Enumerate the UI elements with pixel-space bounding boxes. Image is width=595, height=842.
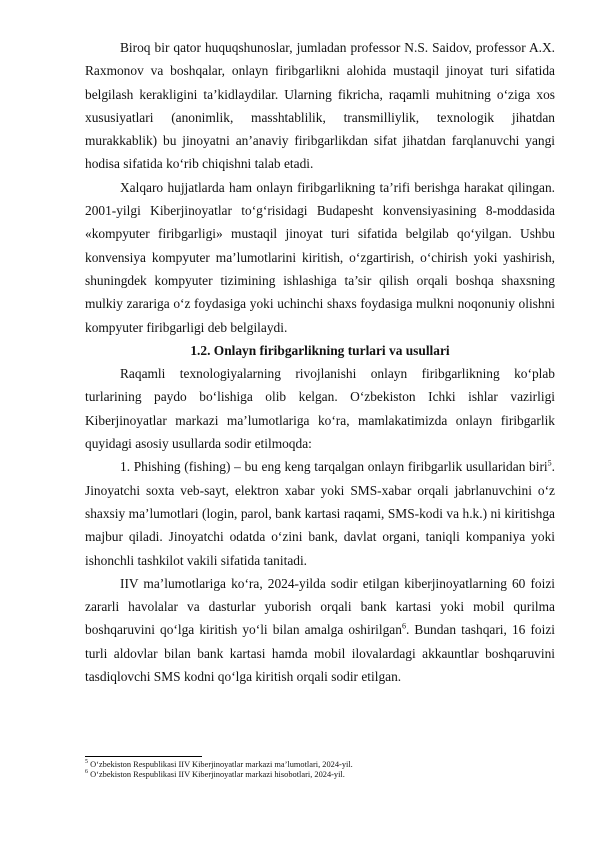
paragraph-legal-scholars: Biroq bir qator huquqshunoslar, jumladan professor N.S. Saidov, professor A.X. Raxmonov va boshqalar, onlayn firibgarlikni alohida mustaqil jinoyat turi sifatida belgilash kerakligini ta’kidlaydilar. Ularning fikricha, raqamli muhitning o‘ziga xos xususiyatlari (anonimlik, masshtablilik, transmilliylik, texnologik jihatdan murakkablik) bu jinoyatni an’anaviy firibgarlikdan sifat jihatdan farqlanuvchi yangi hodisa sifatida ko‘rib chiqishni talab etadi. bbox=[85, 40, 555, 172]
statistics-text-end: . Bundan tashqari, 16 foizi turli aldovlar bilan bank kartasi hamda mobil ilovalardagi akkauntlar boshqaruvini tasdiqlovchi SMS kodni qo‘lga kiritish orqali sodir etilgan. bbox=[85, 622, 555, 685]
paragraph-international-documents: Xalqaro hujjatlarda ham onlayn firibgarlikning ta’rifi berishga harakat qilingan. 2001-yilgi Kiberjinoyatlar to‘g‘risidagi Budapesht konvensiyasining 8-moddasida «kompyuter firibgarligi» mustaqil jinoyat turi sifatida belgilab qo‘yilgan. Ushbu konvensiya kompyuter ma’lumotlarini kiritish, o‘zgartirish, o‘chirish yoki yashirish, shuningdek kompyuter tizimining ishlashiga ta’sir qilish orqali boshqa shaxsning mulkiy zarariga o‘z foydasiga yoki uchinchi shaxs foydasiga mulkni noqonuniy olishni kompyuter firibgarligi deb belgilaydi. bbox=[85, 179, 555, 335]
footnotes bbox=[85, 760, 555, 780]
footnote-number: 5 bbox=[85, 759, 88, 766]
footnote-text: O‘zbekiston Respublikasi IIV Kiberjinoyatlar markazi hisobotlari, 2024-yil. bbox=[88, 770, 345, 779]
section-heading: 1.2. Onlayn firibgarlikning turlari va usullari bbox=[190, 342, 450, 358]
footnote-5 bbox=[85, 760, 555, 770]
phishing-text-end: . Jinoyatchi soxta veb-sayt, elektron xabar yoki SMS-xabar orqali jabrlanuvchini o‘z shaxsiy ma’lumotlari (login, parol, bank kartasi raqami, SMS-kodi va h.k.) ni kiritishga majbur qiladi. Jinoyatchi odatda o‘zini bank, davlat organi, taniqli kompaniya yoki ishonchli tashkilot vakili sifatida tanitadi. bbox=[85, 459, 555, 568]
footnote-number: 6 bbox=[85, 769, 88, 776]
footnote-ref-6[interactable]: 6 bbox=[401, 621, 406, 631]
footnote-text: O‘zbekiston Respublikasi IIV Kiberjinoyatlar markazi ma’lumotlari, 2024-yil. bbox=[88, 760, 353, 769]
paragraph-statistics bbox=[85, 572, 555, 688]
phishing-text-start: 1. Phishing (fishing) – bu eng keng tarqalgan onlayn firibgarlik usullaridan biri bbox=[120, 459, 548, 475]
paragraph-phishing bbox=[85, 455, 555, 571]
footnote-ref-5[interactable]: 5 bbox=[547, 458, 552, 468]
paragraph-types-intro: Raqamli texnologiyalarning rivojlanishi onlayn firibgarlikning ko‘plab turlarining paydo bo‘lishiga olib kelgan. O‘zbekiston Ichki ishlar vazirligi Kiberjinoyatlar markazi ma’lumotlariga ko‘ra, mamlakatimizda onlayn firibgarlik quyidagi asosiy usullarda sodir etilmoqda: bbox=[85, 366, 555, 452]
statistics-text-start: IIV ma’lumotlariga ko‘ra, 2024-yilda sodir etilgan kiberjinoyatlarning 60 foizi zararli havolalar va dasturlar yuborish orqali bank kartasi yoki mobil qurilma boshqaruvini qo‘lga kiritish yo‘li bilan amalga oshirilgan bbox=[85, 575, 555, 638]
footnote-separator bbox=[85, 756, 202, 757]
footnote-6 bbox=[85, 770, 555, 780]
document-body bbox=[85, 36, 555, 688]
